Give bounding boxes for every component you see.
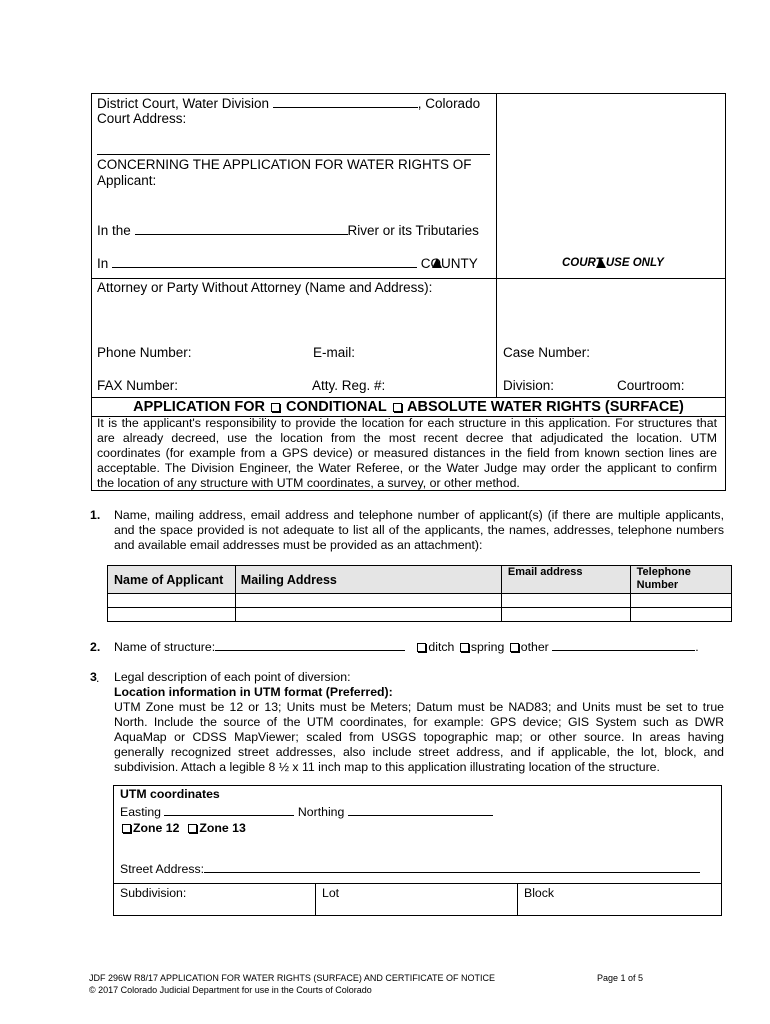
triangle-icon — [596, 258, 606, 268]
atty-reg-label: Atty. Reg. #: — [312, 378, 386, 393]
water-division-field[interactable] — [273, 95, 418, 108]
item3-line: North. Include the source of the UTM coordinates, for example: GPS device; GIS System such as DWR — [114, 715, 724, 729]
footer-page: Page 1 of 5 — [597, 973, 644, 983]
item2-line: Name of structure: ditch spring other . — [114, 640, 699, 654]
caption-divider — [496, 93, 497, 397]
easting-northing-line — [120, 803, 493, 820]
attorney-label: Attorney or Party Without Attorney (Name and Address): — [97, 280, 433, 295]
title-conditional: CONDITIONAL — [286, 399, 387, 415]
court-address-label: Court Address: — [97, 111, 187, 126]
zone13-checkbox[interactable] — [188, 824, 197, 833]
applicant-address-cell[interactable] — [235, 594, 501, 608]
concerning-heading: CONCERNING THE APPLICATION FOR WATER RIGHTS OF — [97, 157, 472, 172]
easting-field[interactable] — [164, 803, 294, 816]
northing-label: Northing — [297, 805, 345, 819]
river-label: River or its Tributaries — [347, 223, 479, 238]
item3-line: subdivision. Attach a legible 8 ½ x 11 inch map to this application illustrating location of the structure. — [114, 760, 660, 774]
zone-line — [120, 820, 246, 836]
county-line — [97, 255, 478, 272]
table-row — [108, 608, 732, 622]
subdivision-label: Subdivision: — [120, 886, 187, 900]
easting-label: Easting — [120, 805, 162, 819]
title-part1: APPLICATION FOR — [133, 399, 265, 415]
applicant-name-cell[interactable] — [108, 594, 236, 608]
structure-label: Name of structure: — [114, 640, 216, 654]
county-label: COUNTY — [420, 256, 478, 271]
street-field[interactable] — [204, 860, 700, 873]
other-label: other — [520, 640, 549, 654]
utm-divider-v1 — [315, 883, 316, 916]
county-field[interactable] — [112, 255, 417, 268]
header-telephone — [630, 566, 731, 594]
zone12-checkbox[interactable] — [122, 824, 131, 833]
zone12-label: Zone 12 — [133, 821, 180, 835]
item3-number: 3 — [90, 670, 97, 684]
location-notice — [97, 416, 717, 491]
item1-line: Name, mailing address, email address and telephone number of applicant(s) (if there are multiple applicants, — [114, 508, 724, 522]
fax-label: FAX Number: — [97, 378, 179, 393]
other-field[interactable] — [552, 638, 695, 651]
court-use-only: COURT USE ONLY — [562, 257, 664, 269]
lot-label: Lot — [322, 886, 340, 900]
applicant-label: Applicant: — [97, 173, 157, 188]
header-mailing: Mailing Address — [235, 566, 501, 594]
phone-label: Phone Number: — [97, 345, 192, 360]
utm-title: UTM coordinates — [120, 787, 220, 801]
item1-number: 1. — [90, 508, 101, 522]
item1-line: and available email addresses must be provided as an attachment): — [114, 538, 483, 552]
other-checkbox[interactable] — [510, 643, 519, 652]
applicant-email-cell[interactable] — [501, 594, 630, 608]
absolute-checkbox[interactable] — [393, 403, 402, 412]
item1-text — [114, 508, 724, 553]
court-line-prefix: District Court, Water Division — [97, 96, 270, 111]
notice-line: acceptable. The Division Engineer, the Water Referee, or the Water Judge may order the applicant to confirm — [97, 461, 717, 475]
item3-line: UTM Zone must be 12 or 13; Units must be Meters; Datum must be NAD83; and Units must be set to true — [114, 700, 724, 714]
block-label: Block — [524, 886, 555, 900]
table-row — [108, 594, 732, 608]
triangle-icon — [432, 258, 442, 268]
header-telephone-line1: Telephone — [636, 566, 691, 578]
river-line — [97, 222, 479, 239]
ditch-label: ditch — [428, 640, 455, 654]
utm-divider-v2 — [517, 883, 518, 916]
item3-line: generally recognized street addresses, also include street address, and if applicable, the lot, block, and — [114, 745, 724, 759]
court-address-field[interactable] — [97, 154, 490, 155]
notice-line: the location of any structure with UTM coordinates, a survey, or other method. — [97, 476, 520, 490]
email-label: E-mail: — [313, 345, 356, 360]
applicant-table — [107, 565, 732, 622]
spring-checkbox[interactable] — [460, 643, 469, 652]
caption-divider-h1 — [91, 278, 726, 279]
northing-field[interactable] — [348, 803, 493, 816]
item3-subhead: Location information in UTM format (Preferred): — [114, 685, 393, 699]
applicant-phone-cell[interactable] — [630, 608, 731, 622]
zone13-label: Zone 13 — [199, 821, 246, 835]
courtroom-label: Courtroom: — [617, 378, 685, 393]
in-the-label: In the — [97, 223, 131, 238]
table-header-row — [108, 566, 732, 594]
title-absolute: ABSOLUTE WATER RIGHTS (SURFACE) — [407, 399, 684, 415]
notice-line: It is the applicant's responsibility to provide the location for each structure in this application. For structures that — [97, 416, 717, 430]
applicant-address-cell[interactable] — [235, 608, 501, 622]
header-email: Email address — [501, 566, 630, 594]
street-line — [120, 860, 700, 877]
conditional-checkbox[interactable] — [271, 403, 280, 412]
court-line — [97, 95, 480, 112]
notice-line: coordinates (for example from a GPS device) or measured distances in the field from known section lines are — [97, 446, 717, 460]
footer-form-id: JDF 296W R8/17 APPLICATION FOR WATER RIGHTS (SURFACE) AND CERTIFICATE OF NOTICE — [89, 973, 496, 983]
case-number-label: Case Number: — [503, 345, 591, 360]
court-line-suffix: , Colorado — [417, 96, 481, 111]
form-title — [92, 398, 725, 416]
notice-line: are already decreed, use the location from the most recent decree that adjudicated the location. UTM — [97, 431, 717, 445]
applicant-phone-cell[interactable] — [630, 594, 731, 608]
applicant-email-cell[interactable] — [501, 608, 630, 622]
footer-copyright: © 2017 Colorado Judicial Department for use in the Courts of Colorado — [89, 985, 372, 995]
item1-line: and the space provided is not adequate to list all of the applicants, the names, addresses, telephone numbers — [114, 523, 724, 537]
item2-number: 2. — [90, 640, 101, 654]
spring-label: spring — [470, 640, 505, 654]
street-label: Street Address: — [120, 862, 205, 876]
header-name: Name of Applicant — [108, 566, 236, 594]
item3-line: AquaMap or CDSS MapViewer; scaled from USGS topographic map; or other source. In areas having — [114, 730, 724, 744]
header-telephone-line2: Number — [636, 579, 679, 591]
item3-intro: Legal description of each point of diversion: — [114, 670, 351, 684]
item3-dot: . — [96, 671, 100, 685]
in-label: In — [97, 256, 109, 271]
division-label: Division: — [503, 378, 555, 393]
item3-text — [114, 670, 724, 775]
applicant-name-cell[interactable] — [108, 608, 236, 622]
structure-name-field[interactable] — [215, 638, 405, 651]
river-field[interactable] — [135, 222, 348, 235]
utm-divider — [113, 883, 722, 884]
ditch-checkbox[interactable] — [417, 643, 426, 652]
